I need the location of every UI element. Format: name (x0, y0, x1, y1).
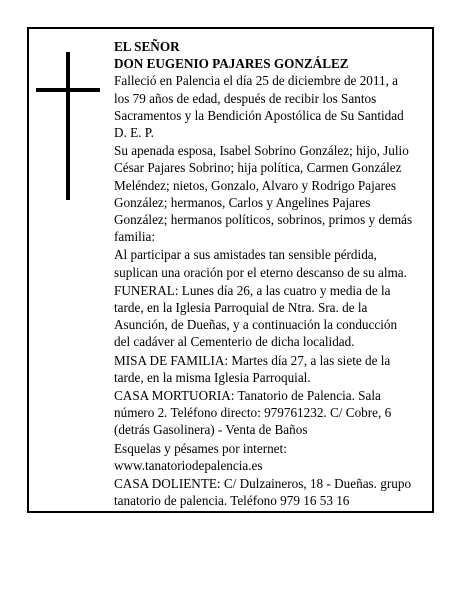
latin-cross-icon (36, 52, 100, 200)
paragraph-funeral: FUNERAL: Lunes día 26, a las cuatro y media de la tarde, en la Iglesia Parroquial de Ntra. Sra. de la Asunción, de Dueñas, y a continuación la conducción del cadáver al Cementerio de dicha localidad. (114, 282, 398, 350)
paragraph-family-home: CASA DOLIENTE: C/ Dulzaineros, 18 - Dueñas. grupo tanatorio de palencia. Teléfono 979 16 53 16 (114, 476, 412, 509)
obituary-text (114, 38, 414, 510)
cross-horizontal-bar (36, 88, 100, 92)
title-line-1: EL SEÑOR (114, 39, 180, 54)
cross-vertical-bar (66, 52, 70, 200)
paragraph-prayer-request: Al participar a sus amistades tan sensible pérdida, suplican una oración por el eterno descanso de su alma. (114, 247, 407, 280)
paragraph-family-mass: MISA DE FAMILIA: Martes día 27, a las siete de la tarde, en la misma Iglesia Parroquial. (114, 352, 391, 385)
paragraph-family: Su apenada esposa, Isabel Sobrino González; hijo, Julio César Pajares Sobrino; hija política, Carmen González Meléndez; nietos, Gonzalo, Alvaro y Rodrigo Pajares González; hermanos, Carlos y Angelines Pajares González; hermanos políticos, sobrinos, primos y demás familia: (114, 143, 413, 245)
paragraph-funeral-home: CASA MORTUORIA: Tanatorio de Palencia. Sala número 2. Teléfono directo: 979761232. C/ Cobre, 6 (detrás Gasolinera) - Venta de Baños (114, 388, 392, 438)
deceased-name: DON EUGENIO PAJARES GONZÁLEZ (114, 56, 349, 72)
paragraph-death-notice: Falleció en Palencia el día 25 de diciembre de 2011, a los 79 años de edad, después de recibir los Santos Sacramentos y la Bendición Apostólica de Su Santidad D. E. P. (114, 73, 404, 141)
paragraph-online-condolences: Esquelas y pésames por internet: www.tanatoriodepalencia.es (114, 440, 287, 473)
